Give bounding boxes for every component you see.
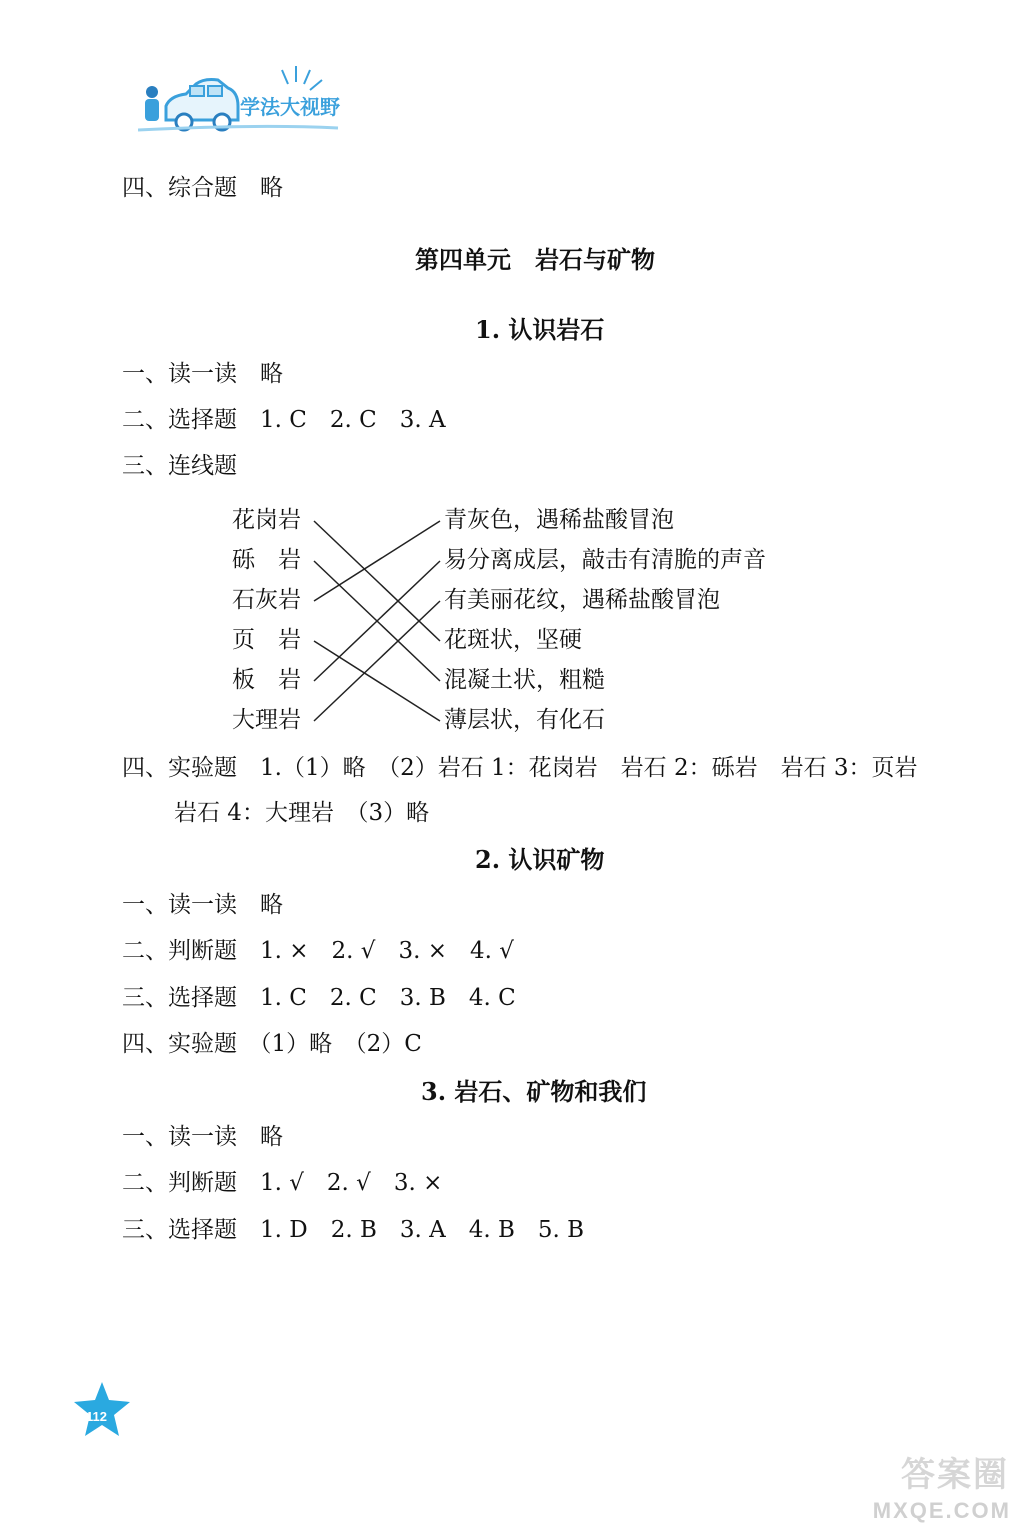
section2-q2: 二、判断题 1. × 2. √ 3. × 4. √	[122, 938, 514, 964]
logo-text: 学法大视野	[240, 95, 340, 119]
section1-q2: 二、选择题 1. C 2. C 3. A	[122, 407, 446, 433]
match-line	[314, 641, 440, 721]
right-item: 混凝土状，粗糙	[444, 667, 605, 693]
left-item: 板 岩	[232, 667, 301, 693]
section3-q3: 三、选择题 1. D 2. B 3. A 4. B 5. B	[122, 1217, 585, 1243]
match-line	[314, 521, 440, 641]
right-item: 有美丽花纹，遇稀盐酸冒泡	[444, 587, 720, 613]
watermark-en: MXQE.COM	[872, 1498, 1011, 1523]
section1-q4-line2: 岩石 4：大理岩 （3）略	[174, 800, 430, 826]
section1-q3: 三、连线题	[122, 453, 237, 479]
section3-title: 3. 岩石、矿物和我们	[421, 1077, 647, 1106]
section2-q4: 四、实验题 （1）略 （2）C	[122, 1031, 422, 1057]
left-item: 大理岩	[232, 707, 301, 733]
left-item: 石灰岩	[232, 587, 301, 613]
left-item: 花岗岩	[232, 507, 301, 533]
top-item: 四、综合题 略	[122, 175, 283, 201]
section2-title: 2. 认识矿物	[475, 845, 605, 874]
match-line	[314, 521, 440, 601]
section2-q1: 一、读一读 略	[122, 892, 283, 918]
watermark-cn: 答案圈	[901, 1455, 1009, 1495]
right-item: 薄层状，有化石	[444, 707, 605, 733]
right-item: 青灰色，遇稀盐酸冒泡	[444, 507, 674, 533]
section1-q4-line1: 四、实验题 1.（1）略 （2）岩石 1：花岗岩 岩石 2：砾岩 岩石 3：页岩	[122, 755, 918, 781]
section2-q3: 三、选择题 1. C 2. C 3. B 4. C	[122, 985, 516, 1011]
section1-q1: 一、读一读 略	[122, 361, 283, 387]
match-line	[314, 601, 440, 721]
right-item: 花斑状，坚硬	[444, 627, 582, 653]
left-item: 页 岩	[232, 627, 301, 653]
page-number: 112	[86, 1409, 107, 1424]
right-item: 易分离成层，敲击有清脆的声音	[444, 547, 766, 573]
section1-title: 1. 认识岩石	[475, 315, 605, 344]
section3-q2: 二、判断题 1. √ 2. √ 3. ×	[122, 1170, 443, 1196]
unit-title: 第四单元 岩石与矿物	[415, 245, 655, 274]
matching-lines	[0, 0, 1029, 760]
section3-q1: 一、读一读 略	[122, 1124, 283, 1150]
left-item: 砾 岩	[232, 547, 301, 573]
